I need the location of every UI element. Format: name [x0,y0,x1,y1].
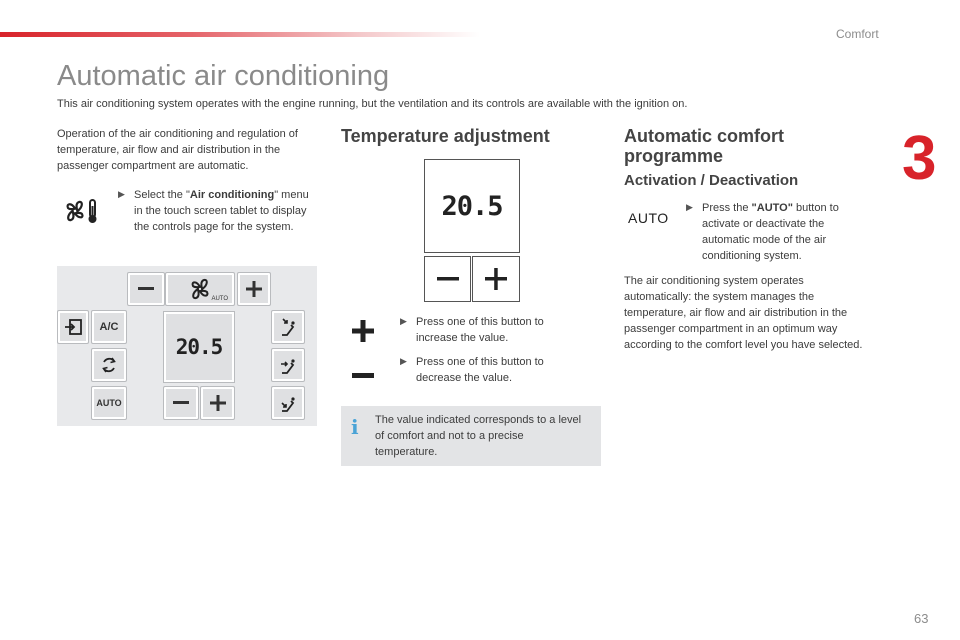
right-description: The air conditioning system operates automatically: the system manages the temperature, air flow and air distribution in the passenger compartment in an optimum way according to the comfort level you have selected. [624,275,863,351]
panel-air-to-body-button[interactable] [271,348,305,382]
fan-auto-label: AUTO [211,296,228,302]
section-label: Comfort [836,27,879,41]
auto-bullet [686,200,861,264]
page-title: Automatic air conditioning [57,60,390,92]
temp-decrease-button[interactable] [424,256,471,302]
climate-menu-icon [64,198,104,229]
temperature-adjustment-heading: Temperature adjustment [341,126,550,146]
page-number: 63 [914,611,929,626]
panel-fan-decrease-button[interactable] [127,272,165,306]
decrease-text: Press one of this button to decrease the value. [416,356,544,384]
header-accent-bar [0,32,480,37]
panel-air-to-face-button[interactable] [271,310,305,344]
temperature-display: 20.5 [424,159,520,253]
info-text: The value indicated corresponds to a level of comfort and not to a precise temperature. [375,414,582,458]
panel-auto-button[interactable]: AUTO [91,386,127,420]
increase-text: Press one of this button to increase the value. [416,316,544,344]
left-bullet-text: Select the "Air conditioning" menu in the touch screen tablet to display the controls page for the system. [134,189,309,233]
air-intake-icon [64,319,82,335]
chapter-number: 3 [902,124,937,193]
panel-ac-button[interactable]: A/C [91,310,127,344]
intro-text: This air conditioning system operates with the engine running, but the ventilation and its controls are available with the ignition on. [57,98,688,110]
auto-symbol: AUTO [628,210,669,226]
seat-upper-airflow-icon [278,317,298,337]
fan-icon [187,278,213,300]
bullet-arrow-icon: ▶ [400,316,407,326]
increase-bullet [400,314,575,346]
temp-increase-button[interactable] [472,256,520,302]
activation-subheading: Activation / Deactivation [624,172,799,189]
decrease-bullet [400,354,575,386]
automatic-comfort-heading: Automatic comfort programme [624,126,785,166]
panel-recirculation-button[interactable] [57,310,89,344]
left-description: Operation of the air conditioning and regulation of temperature, air flow and air distribution in the passenger compartment are automatic. [57,128,298,172]
climate-control-panel [57,266,317,426]
left-bullet [118,187,313,235]
panel-fan-increase-button[interactable] [237,272,271,306]
bullet-arrow-icon: ▶ [686,202,693,212]
panel-recycle-button[interactable] [91,348,127,382]
seat-middle-airflow-icon [278,355,298,375]
info-icon: i [351,415,359,439]
panel-temperature-display: 20.5 [163,311,235,383]
plus-symbol-icon [352,320,374,347]
recycle-icon [100,356,118,374]
seat-lower-airflow-icon [278,393,298,413]
panel-temp-increase-button[interactable] [200,386,235,420]
auto-bullet-text: Press the "AUTO" button to activate or deactivate the automatic mode of the air conditioning system. [702,202,839,262]
panel-temp-decrease-button[interactable] [163,386,199,420]
bullet-arrow-icon: ▶ [400,356,407,366]
bullet-arrow-icon: ▶ [118,189,125,199]
panel-air-to-feet-button[interactable] [271,386,305,420]
minus-symbol-icon [352,366,374,384]
panel-fan-auto-button[interactable] [165,272,235,306]
